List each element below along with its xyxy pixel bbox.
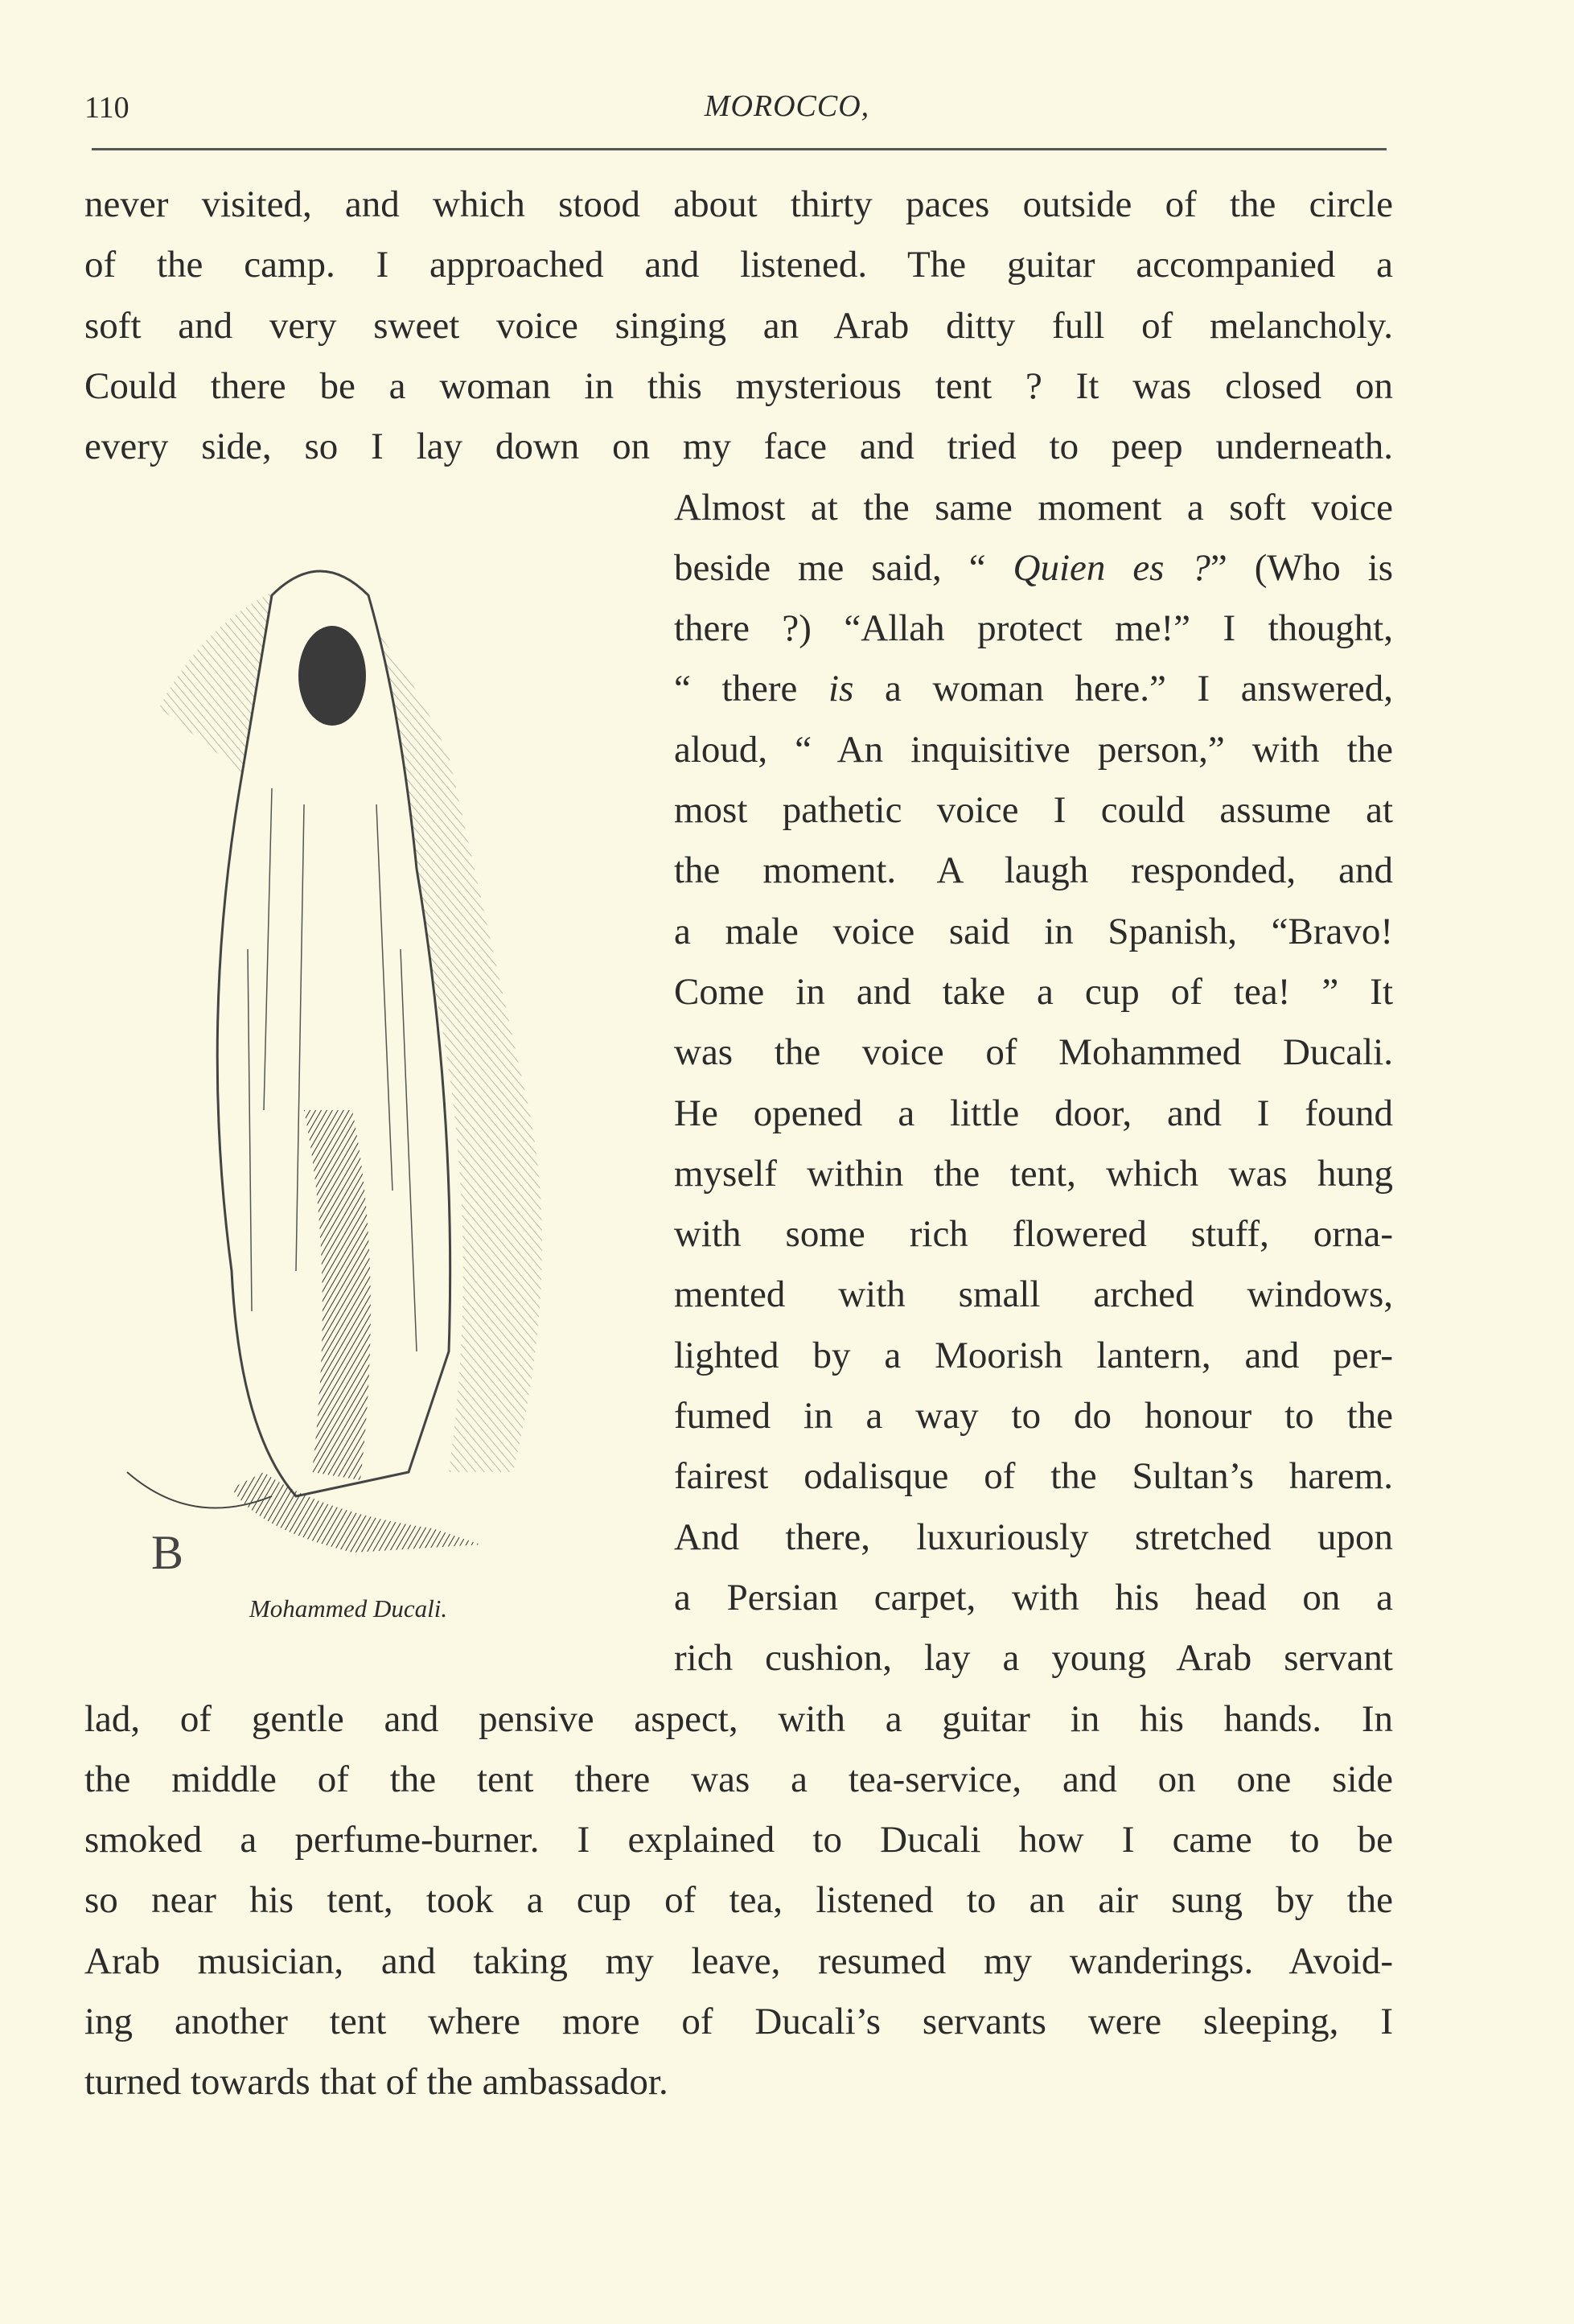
text-segment: fumed in a way to do honour to the bbox=[674, 1395, 1393, 1437]
text-line bbox=[674, 1083, 1393, 1144]
text-segment: myself within the tent, which was hung bbox=[674, 1152, 1393, 1195]
text-line bbox=[674, 1446, 1393, 1507]
text-line bbox=[674, 537, 1393, 598]
text-segment: there ?) “Allah protect me!” I thought, bbox=[674, 607, 1393, 650]
text-segment: a Persian carpet, with his head on a bbox=[674, 1576, 1393, 1619]
text-line bbox=[84, 416, 1393, 477]
text-line bbox=[674, 1507, 1393, 1568]
text-line bbox=[84, 295, 1393, 356]
text-segment: most pathetic voice I could assume at bbox=[674, 789, 1393, 831]
text-line bbox=[674, 598, 1393, 659]
text-segment: with some rich flowered stuff, orna- bbox=[674, 1213, 1393, 1256]
text-segment: turned towards that of the ambassador. bbox=[84, 2061, 668, 2104]
text-segment: mented with small arched windows, bbox=[674, 1273, 1393, 1316]
header-rule bbox=[92, 148, 1387, 150]
text-segment: beside me said, “ bbox=[674, 546, 1013, 589]
text-line bbox=[674, 1385, 1393, 1446]
text-segment: of the camp. I approached and listened. The guitar accompanied a bbox=[84, 244, 1393, 286]
text-line bbox=[674, 961, 1393, 1022]
running-title: MOROCCO, bbox=[704, 89, 870, 123]
text-segment: Almost at the same moment a soft voice bbox=[674, 486, 1393, 529]
text-segment: the moment. A laugh responded, and bbox=[674, 849, 1393, 892]
text-segment: And there, luxuriously stretched upon bbox=[674, 1516, 1393, 1558]
text-line bbox=[674, 658, 1393, 719]
text-line bbox=[84, 356, 1393, 417]
text-segment: ” (Who is bbox=[1210, 546, 1393, 589]
text-segment: the middle of the tent there was a tea-service, and on one side bbox=[84, 1758, 1393, 1800]
text-segment: ing another tent where more of Ducali’s servants were sleeping, I bbox=[84, 2001, 1393, 2042]
text-segment: soft and very sweet voice singing an Arab ditty full of melancholy. bbox=[84, 304, 1393, 347]
text-line bbox=[674, 1325, 1393, 1386]
italic-text: Quien es ? bbox=[1013, 546, 1210, 589]
text-segment: every side, so I lay down on my face and tried to peep underneath. bbox=[84, 426, 1393, 468]
italic-text: is bbox=[828, 668, 854, 710]
text-line bbox=[674, 1203, 1393, 1265]
text-segment: “ there bbox=[674, 668, 829, 710]
text-segment: He opened a little door, and I found bbox=[674, 1092, 1393, 1134]
text-segment: fairest odalisque of the Sultan’s harem. bbox=[674, 1455, 1393, 1498]
page-number: 110 bbox=[84, 91, 129, 125]
text-line bbox=[674, 779, 1393, 841]
text-line bbox=[674, 477, 1393, 538]
text-segment: rich cushion, lay a young Arab servant bbox=[674, 1637, 1393, 1680]
text-segment: a woman here.” I answered, bbox=[853, 668, 1393, 710]
text-line bbox=[84, 1688, 1393, 1750]
text-segment: Could there be a woman in this mysterious tent ? It was closed on bbox=[84, 364, 1393, 407]
text-line bbox=[674, 1022, 1393, 1083]
text-line bbox=[84, 174, 1393, 235]
text-segment: lighted by a Moorish lantern, and per- bbox=[674, 1334, 1393, 1376]
engraving-mohammed-ducali bbox=[111, 547, 594, 1585]
text-line bbox=[674, 840, 1393, 901]
text-segment: Arab musician, and taking my leave, resumed my wanderings. Avoid- bbox=[84, 1939, 1393, 1982]
text-line bbox=[84, 1809, 1393, 1870]
text-segment: was the voice of Mohammed Ducali. bbox=[674, 1031, 1393, 1074]
text-segment: aloud, “ An inquisitive person,” with the bbox=[674, 728, 1393, 771]
text-line bbox=[84, 1749, 1393, 1810]
text-line bbox=[84, 2051, 1393, 2112]
text-line bbox=[674, 719, 1393, 780]
text-line bbox=[84, 234, 1393, 295]
text-line bbox=[674, 1143, 1393, 1204]
text-segment: smoked a perfume-burner. I explained to Ducali how I came to be bbox=[84, 1819, 1393, 1861]
text-line bbox=[84, 1869, 1393, 1931]
text-line bbox=[674, 1567, 1393, 1628]
text-line bbox=[674, 1627, 1393, 1688]
text-line bbox=[674, 901, 1393, 962]
illustration-caption: Mohammed Ducali. bbox=[249, 1594, 448, 1623]
text-line bbox=[674, 1264, 1393, 1325]
text-line bbox=[84, 1931, 1393, 1992]
text-segment: never visited, and which stood about thirty paces outside of the circle bbox=[84, 183, 1393, 225]
text-segment: lad, of gentle and pensive aspect, with a guitar in his hands. In bbox=[84, 1697, 1393, 1740]
text-segment: a male voice said in Spanish, “Bravo! bbox=[674, 910, 1393, 952]
text-segment: so near his tent, took a cup of tea, listened to an air sung by the bbox=[84, 1879, 1393, 1922]
text-segment: Come in and take a cup of tea! ” It bbox=[674, 970, 1393, 1013]
engraver-monogram: B bbox=[151, 1526, 184, 1579]
text-line bbox=[84, 1991, 1393, 2052]
